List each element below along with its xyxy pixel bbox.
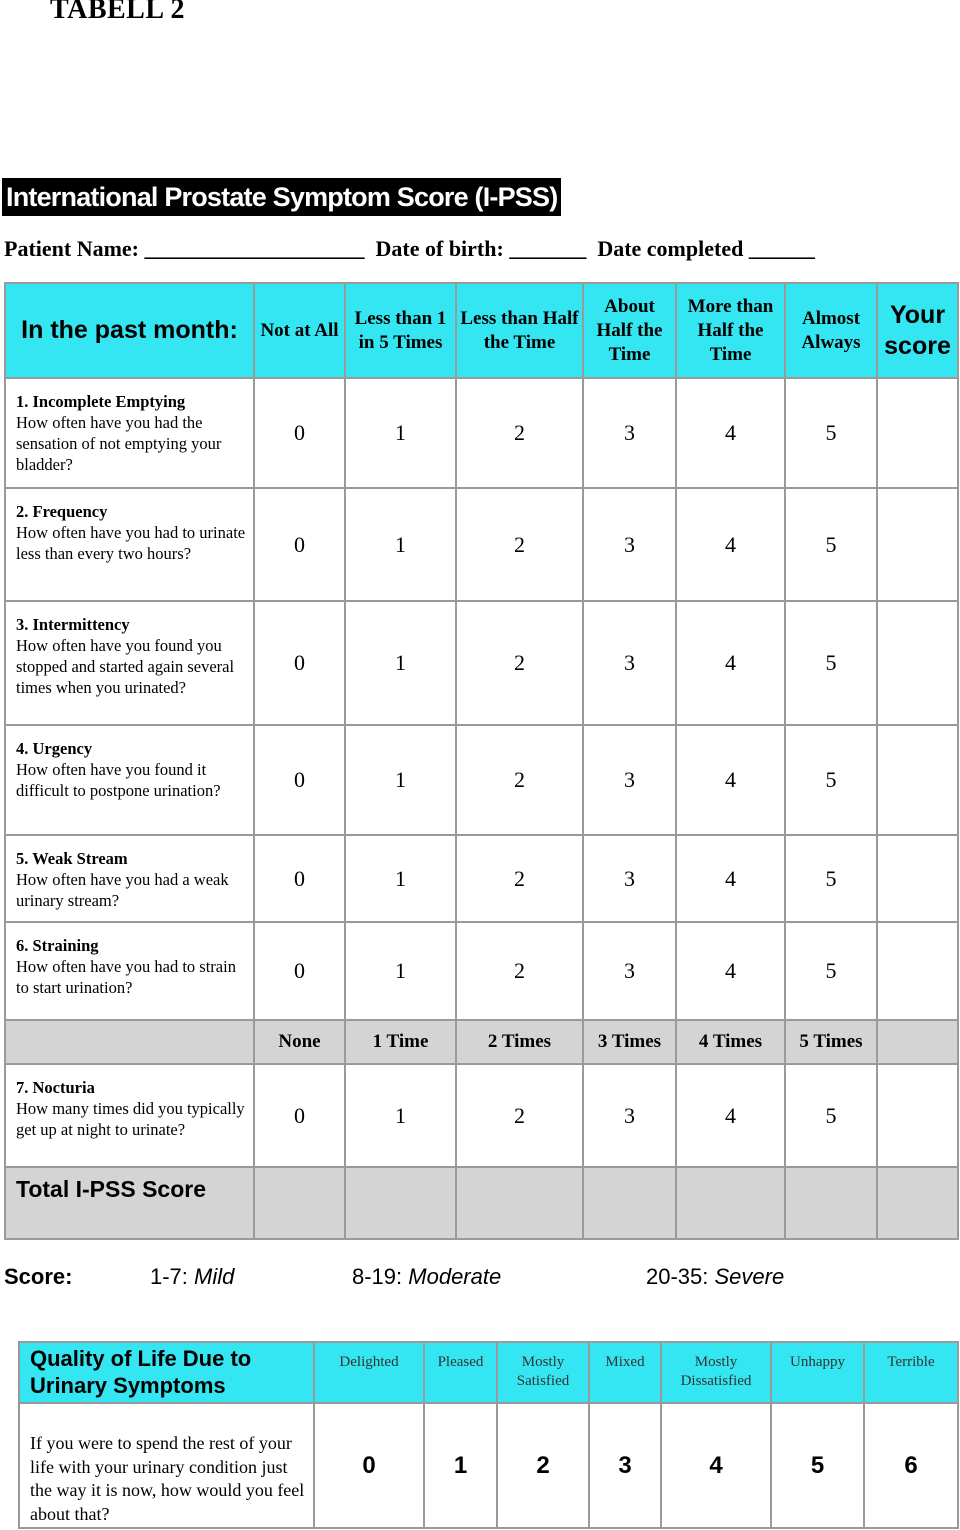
qol-header-row [19, 1342, 958, 1403]
table-row [5, 725, 958, 835]
score-severe [646, 1264, 784, 1290]
question-title: 3. Intermittency [16, 615, 130, 634]
blank-cell [254, 1167, 345, 1239]
header-col: About Half the Time [583, 283, 676, 378]
qol-score-option[interactable]: 0 [314, 1403, 424, 1528]
question-cell [5, 922, 254, 1020]
table-row [5, 488, 958, 601]
score-option[interactable]: 0 [254, 378, 345, 488]
total-score-cell[interactable] [877, 1167, 958, 1239]
qol-score-option[interactable]: 3 [589, 1403, 661, 1528]
question-text: How many times did you typically get up at night to urinate? [16, 1099, 245, 1139]
score-option[interactable]: 1 [345, 601, 456, 725]
blank-cell [345, 1167, 456, 1239]
score-option[interactable]: 1 [345, 835, 456, 922]
blank-cell [456, 1167, 583, 1239]
score-option[interactable]: 1 [345, 922, 456, 1020]
header-col: Not at All [254, 283, 345, 378]
score-option[interactable]: 3 [583, 922, 676, 1020]
qol-col: Unhappy [771, 1342, 864, 1403]
score-option[interactable]: 2 [456, 922, 583, 1020]
score-option[interactable]: 5 [785, 1064, 877, 1167]
score-option[interactable]: 2 [456, 488, 583, 601]
moderate-word: Moderate [408, 1264, 502, 1289]
table-row [5, 1064, 958, 1167]
qol-col: Pleased [424, 1342, 497, 1403]
nocturia-col: 2 Times [456, 1020, 583, 1064]
qol-score-option[interactable]: 1 [424, 1403, 497, 1528]
score-option[interactable]: 0 [254, 922, 345, 1020]
patient-info-line: Patient Name: ____________________ Date of birth: _______ Date completed ______ [4, 236, 815, 261]
score-option[interactable]: 4 [676, 1064, 785, 1167]
question-cell [5, 488, 254, 601]
score-option[interactable]: 3 [583, 835, 676, 922]
score-option[interactable]: 4 [676, 378, 785, 488]
score-option[interactable]: 2 [456, 601, 583, 725]
total-label: Total I-PSS Score [5, 1167, 254, 1239]
qol-row [19, 1403, 958, 1528]
nocturia-col: 1 Time [345, 1020, 456, 1064]
score-option[interactable]: 5 [785, 601, 877, 725]
score-moderate [352, 1264, 501, 1290]
score-option[interactable]: 0 [254, 725, 345, 835]
score-option[interactable]: 0 [254, 488, 345, 601]
score-option[interactable]: 5 [785, 378, 877, 488]
blank-cell [583, 1167, 676, 1239]
qol-col: Mostly Satisfied [497, 1342, 589, 1403]
mild-range: 1-7: [150, 1264, 195, 1289]
score-option[interactable]: 4 [676, 601, 785, 725]
blank-cell [5, 1020, 254, 1064]
your-score-cell[interactable] [877, 601, 958, 725]
score-option[interactable]: 1 [345, 725, 456, 835]
score-option[interactable]: 1 [345, 1064, 456, 1167]
severe-word: Severe [714, 1264, 785, 1289]
mild-word: Mild [194, 1264, 235, 1289]
ipss-table [4, 282, 959, 1240]
qol-col: Mostly Dissatisfied [661, 1342, 771, 1403]
blank-cell [676, 1167, 785, 1239]
qol-col: Delighted [314, 1342, 424, 1403]
score-option[interactable]: 5 [785, 835, 877, 922]
score-option[interactable]: 5 [785, 488, 877, 601]
header-row [5, 283, 958, 378]
quality-of-life-table [18, 1341, 959, 1529]
form-title: International Prostate Symptom Score (I-PSS) [2, 178, 561, 216]
score-mild [150, 1264, 234, 1290]
score-option[interactable]: 4 [676, 488, 785, 601]
question-text: How often have you had a weak urinary stream? [16, 870, 229, 910]
score-option[interactable]: 3 [583, 725, 676, 835]
question-title: 1. Incomplete Emptying [16, 392, 186, 411]
header-col: Less than Half the Time [456, 283, 583, 378]
score-option[interactable]: 5 [785, 725, 877, 835]
your-score-cell[interactable] [877, 922, 958, 1020]
your-score-cell[interactable] [877, 1064, 958, 1167]
table-row [5, 922, 958, 1020]
nocturia-col: 5 Times [785, 1020, 877, 1064]
score-option[interactable]: 4 [676, 922, 785, 1020]
question-text: How often have you had to strain to start urination? [16, 957, 236, 997]
score-option[interactable]: 4 [676, 835, 785, 922]
score-option[interactable]: 0 [254, 1064, 345, 1167]
qol-col: Mixed [589, 1342, 661, 1403]
table-row [5, 835, 958, 922]
score-option[interactable]: 4 [676, 725, 785, 835]
question-cell [5, 725, 254, 835]
score-option[interactable]: 3 [583, 601, 676, 725]
nocturia-col: 4 Times [676, 1020, 785, 1064]
table-row [5, 601, 958, 725]
score-option[interactable]: 5 [785, 922, 877, 1020]
header-label: In the past month: [5, 283, 254, 378]
question-title: 6. Straining [16, 936, 99, 955]
score-option[interactable]: 3 [583, 488, 676, 601]
nocturia-col: 3 Times [583, 1020, 676, 1064]
score-option[interactable]: 0 [254, 601, 345, 725]
moderate-range: 8-19: [352, 1264, 409, 1289]
score-option[interactable]: 1 [345, 488, 456, 601]
qol-score-option[interactable]: 2 [497, 1403, 589, 1528]
question-cell [5, 601, 254, 725]
blank-cell [785, 1167, 877, 1239]
qol-score-option[interactable]: 5 [771, 1403, 864, 1528]
nocturia-header-row [5, 1020, 958, 1064]
severe-range: 20-35: [646, 1264, 715, 1289]
score-option[interactable]: 3 [583, 378, 676, 488]
qol-question: If you were to spend the rest of your life with your urinary condition just the way it is now, how would you feel about that? [19, 1403, 314, 1528]
question-text: How often have you found you stopped and started again several times when you urinated? [16, 636, 235, 697]
qol-col: Terrible [864, 1342, 958, 1403]
nocturia-col: None [254, 1020, 345, 1064]
your-score-cell[interactable] [877, 488, 958, 601]
question-title: 2. Frequency [16, 502, 108, 521]
score-option[interactable]: 2 [456, 378, 583, 488]
your-score-cell[interactable] [877, 835, 958, 922]
your-score-cell[interactable] [877, 378, 958, 488]
your-score-cell[interactable] [877, 725, 958, 835]
question-title: 5. Weak Stream [16, 849, 128, 868]
table-row [5, 378, 958, 488]
score-option[interactable]: 2 [456, 1064, 583, 1167]
score-option[interactable]: 2 [456, 835, 583, 922]
question-cell [5, 378, 254, 488]
question-text: How often have you had the sensation of not emptying your bladder? [16, 413, 222, 474]
question-text: How often have you had to urinate less than every two hours? [16, 523, 246, 563]
qol-score-option[interactable]: 4 [661, 1403, 771, 1528]
header-col: Less than 1 in 5 Times [345, 283, 456, 378]
question-title: 4. Urgency [16, 739, 93, 758]
score-legend-label: Score: [4, 1264, 73, 1289]
question-title: 7. Nocturia [16, 1078, 95, 1097]
document-title: TABELL 2 [50, 0, 185, 25]
score-option[interactable]: 2 [456, 725, 583, 835]
your-score-header: Your score [877, 283, 958, 378]
qol-title: Quality of Life Due to Urinary Symptoms [19, 1342, 314, 1403]
score-legend [4, 1264, 954, 1294]
total-row [5, 1167, 958, 1239]
question-cell [5, 1064, 254, 1167]
header-col: More than Half the Time [676, 283, 785, 378]
header-col: Almost Always [785, 283, 877, 378]
question-cell [5, 835, 254, 922]
score-option[interactable]: 0 [254, 835, 345, 922]
question-text: How often have you found it difficult to postpone urination? [16, 760, 221, 800]
qol-score-option[interactable]: 6 [864, 1403, 958, 1528]
score-option[interactable]: 1 [345, 378, 456, 488]
blank-cell [877, 1020, 958, 1064]
score-option[interactable]: 3 [583, 1064, 676, 1167]
